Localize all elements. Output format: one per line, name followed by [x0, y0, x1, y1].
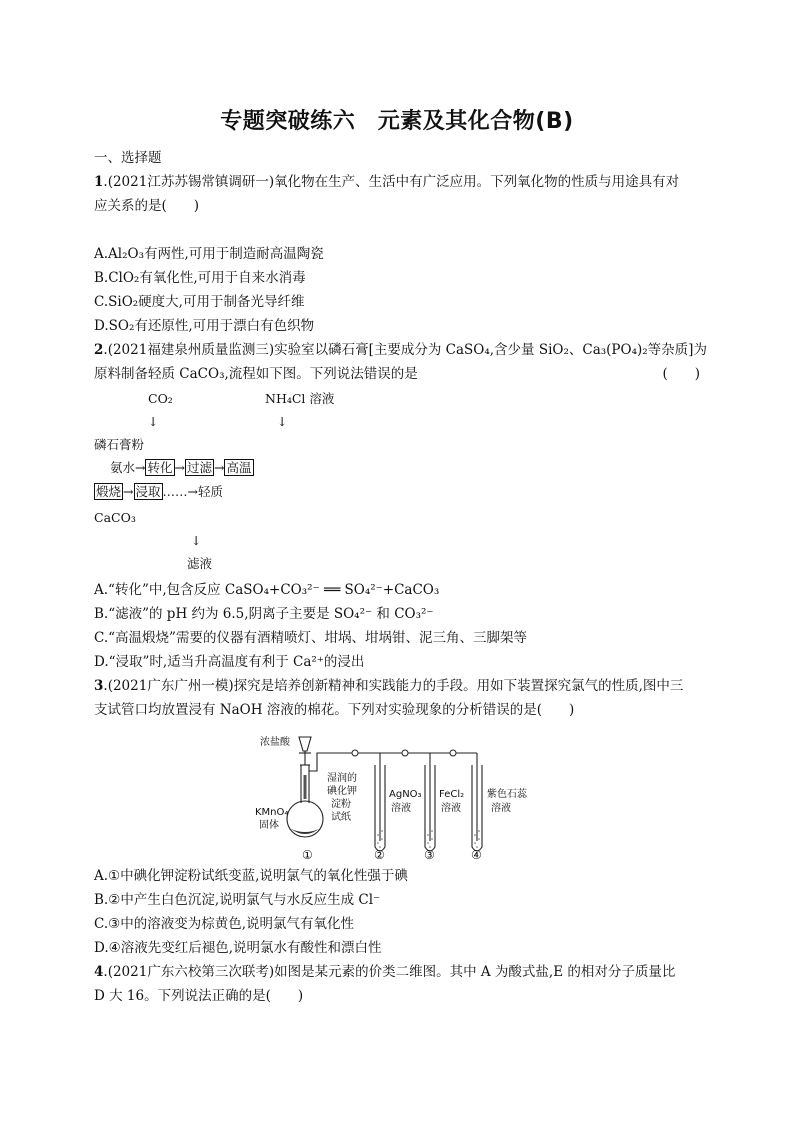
- label-litmus: 紫色石蕊: [487, 789, 527, 800]
- q2-answer-paren: ( ): [662, 366, 700, 382]
- flow-step-high-temp: 高温: [226, 460, 252, 475]
- flow-row2: [94, 483, 223, 501]
- label-sol-2: 溶液: [391, 803, 411, 814]
- ki-starch-paper: [304, 775, 307, 799]
- label-paper-1: 湿润的: [327, 773, 357, 784]
- flow-filtrate: 滤液: [187, 556, 213, 571]
- q2-stem-line1: .(2021福建泉州质量监测三)实验室以磷石膏[主要成分为 CaSO₄,含少量 SiO₂、Ca₃(PO₄)₂等杂质]为: [103, 342, 707, 358]
- q1-number: 1: [94, 174, 104, 190]
- stopcock-knob: [450, 750, 456, 756]
- flow-arrow: →: [123, 484, 134, 499]
- q2-number: 2: [94, 342, 104, 358]
- kmno4-solid: [291, 829, 319, 834]
- dropping-funnel: [299, 737, 311, 751]
- label-num-3: ③: [424, 848, 435, 861]
- label-paper-2: 碘化钾: [327, 786, 357, 797]
- q2-option-a: A.“转化”中,包含反应 CaSO₄+CO₃²⁻ ══ SO₄²⁻+CaCO₃: [94, 582, 440, 598]
- flow-nh4cl: NH₄Cl 溶液: [265, 391, 335, 406]
- label-fecl2: FeCl₂: [439, 789, 465, 800]
- label-num-2: ②: [374, 848, 385, 861]
- q2-option-d: D.“浸取”时,适当升高温度有利于 Ca²⁺的浸出: [94, 654, 365, 670]
- q3-option-b: B.②中产生白色沉淀,说明氯气与水反应生成 Cl⁻: [94, 892, 381, 908]
- q2-option-b: B.“滤液”的 pH 约为 6.5,阴离子主要是 SO₄²⁻ 和 CO₃²⁻: [94, 606, 434, 622]
- flow-arrow: →: [214, 460, 225, 475]
- q1-option-b: B.ClO₂有氧化性,可用于自来水消毒: [94, 270, 306, 286]
- flow-tail: ……→轻质: [162, 484, 223, 499]
- q4-stem: [94, 962, 675, 982]
- label-num-1: ①: [302, 848, 313, 861]
- flow-product: CaCO₃: [94, 510, 136, 525]
- round-bottom-flask: [287, 801, 323, 837]
- flow-step-calcination: 煅烧: [96, 484, 122, 499]
- q3-stem-line1: .(2021广东广州一模)探究是培养创新精神和实践能力的手段。用如下装置探究氯气的性质,图中三: [103, 678, 684, 694]
- flow-ammonia: 氨水→: [110, 460, 146, 475]
- q2-option-c: C.“高温煅烧”需要的仪器有酒精喷灯、坩埚、坩埚钳、泥三角、三脚架等: [94, 630, 527, 646]
- label-conc-hcl: 浓盐酸: [260, 737, 290, 748]
- label-paper-3: 淀粉: [331, 799, 351, 810]
- label-sol-4: 溶液: [491, 803, 511, 814]
- q1-stem-line2: 应关系的是( ): [94, 198, 200, 214]
- label-agno3: AgNO₃: [389, 789, 422, 800]
- chlorine-apparatus-diagram: [255, 731, 555, 861]
- q3-option-c: C.③中的溶液变为棕黄色,说明氯气有氧化性: [94, 916, 355, 932]
- label-sol-3: 溶液: [441, 803, 461, 814]
- q1-stem: [94, 172, 679, 192]
- q3-stem-line2: 支试管口均放置浸有 NaOH 溶液的棉花。下列对实验现象的分析错误的是( ): [94, 702, 575, 718]
- q3-number: 3: [94, 678, 104, 694]
- q3-option-d: D.④溶液先变红后褪色,说明氯水有酸性和漂白性: [94, 940, 382, 956]
- flow-step-conversion: 转化: [147, 460, 173, 475]
- q1-option-c: C.SiO₂硬度大,可用于制备光导纤维: [94, 294, 305, 310]
- section-heading: 一、选择题: [94, 150, 162, 166]
- label-kmno4: KMnO₄: [255, 807, 289, 818]
- page-title: 专题突破练六 元素及其化合物(B): [220, 109, 574, 134]
- q1-option-d: D.SO₂有还原性,可用于漂白有色织物: [94, 318, 315, 334]
- flow-arrow-down-3: ↓: [191, 533, 202, 548]
- stopcock-knob: [352, 750, 358, 756]
- q3-option-a: A.①中碘化钾淀粉试纸变蓝,说明氯气的氧化性强于碘: [94, 868, 408, 884]
- stopcock-knob: [402, 750, 408, 756]
- q4-number: 4: [94, 964, 104, 980]
- flow-start: 磷石膏粉: [94, 437, 145, 452]
- label-solid: 固体: [259, 820, 279, 831]
- q2-stem: [94, 340, 707, 360]
- q1-stem-line1: .(2021江苏苏锡常镇调研一)氧化物在生产、生活中有广泛应用。下列氧化物的性质与用途具有对: [103, 174, 680, 190]
- flow-arrow-down-2: ↓: [277, 414, 288, 429]
- q3-stem: [94, 676, 683, 696]
- flow-co2: CO₂: [148, 391, 173, 406]
- label-num-4: ④: [471, 848, 482, 861]
- flow-step-leaching: 浸取: [135, 484, 161, 499]
- q4-stem-line1: .(2021广东六校第三次联考)如图是某元素的价类二维图。其中 A 为酸式盐,E 的相对分子质量比: [103, 964, 676, 980]
- label-paper-4: 试纸: [331, 812, 351, 823]
- q4-stem-line2: D 大 16。下列说法正确的是( ): [94, 988, 304, 1004]
- q2-stem-line2: 原料制备轻质 CaCO₃,流程如下图。下列说法错误的是: [94, 366, 418, 382]
- flow-step-filtration: 过滤: [186, 460, 212, 475]
- flow-arrow: →: [174, 460, 185, 475]
- flow-arrow-down-1: ↓: [148, 414, 159, 429]
- flow-row1: [110, 459, 254, 477]
- q1-option-a: A.Al₂O₃有两性,可用于制造耐高温陶瓷: [94, 246, 324, 262]
